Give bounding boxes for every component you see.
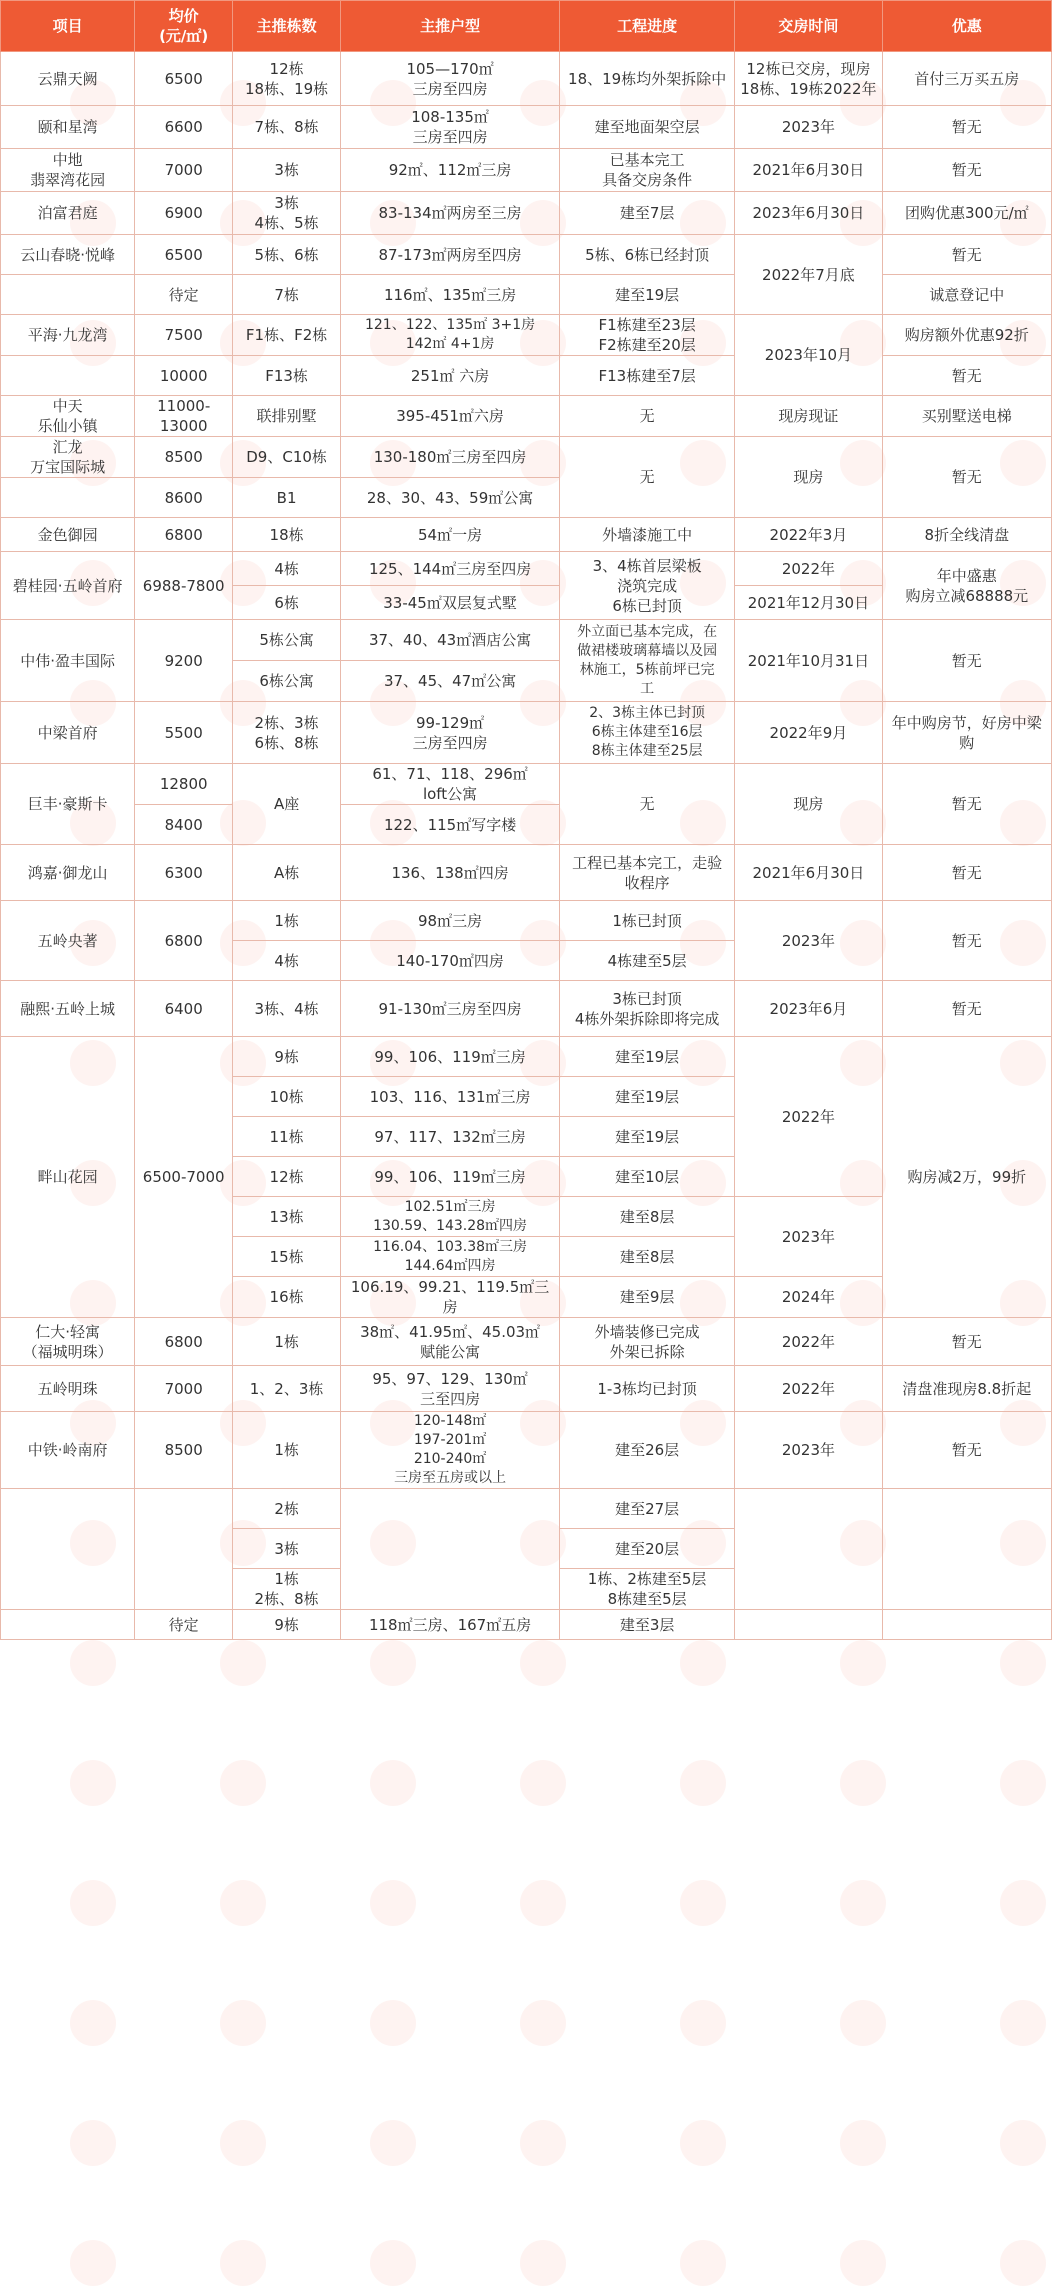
cell-progress: 建至8层 (560, 1197, 735, 1237)
cell-delivery: 现房 (735, 437, 882, 518)
cell-units: 99、106、119㎡三房 (341, 1037, 560, 1077)
cell-price: 6500 (135, 52, 233, 106)
cell-promo: 诚意登记中 (882, 275, 1051, 315)
table-row (1, 1489, 1052, 1529)
cell-units: 97、117、132㎡三房 (341, 1117, 560, 1157)
watermark-logo-icon (1000, 1880, 1046, 1926)
cell-progress: 3栋已封顶 4栋外架拆除即将完成 (560, 981, 735, 1037)
cell-price (135, 1489, 233, 1610)
cell-progress: 外墙装修已完成 外架已拆除 (560, 1318, 735, 1366)
cell-units: 95、97、129、130㎡ 三至四房 (341, 1366, 560, 1412)
watermark-logo-icon (70, 1880, 116, 1926)
cell-units: 395-451㎡六房 (341, 396, 560, 437)
watermark-logo-icon (520, 2120, 566, 2166)
table-row (1, 702, 1052, 764)
cell-progress: 建至20层 (560, 1529, 735, 1569)
cell-delivery: 2022年 (735, 1366, 882, 1412)
cell-units: 33-45㎡双层复式墅 (341, 586, 560, 620)
cell-units: 37、40、43㎡酒店公寓 (341, 620, 560, 661)
cell-promo: 暂无 (882, 1318, 1051, 1366)
table-row (1, 981, 1052, 1037)
cell-units: 125、144㎡三房至四房 (341, 552, 560, 586)
watermark-logo-icon (680, 1760, 726, 1806)
watermark-logo-icon (520, 2240, 566, 2286)
cell-progress: 1栋已封顶 (560, 901, 735, 941)
cell-price: 8400 (135, 805, 233, 845)
cell-units: 99、106、119㎡三房 (341, 1157, 560, 1197)
cell-delivery: 2022年7月底 (735, 235, 882, 315)
table-row (1, 1412, 1052, 1489)
cell-price: 7500 (135, 315, 233, 356)
cell-delivery (735, 1489, 882, 1610)
table-row (1, 901, 1052, 941)
cell-delivery: 2021年12月30日 (735, 586, 882, 620)
cell-delivery: 2023年 (735, 1412, 882, 1489)
cell-buildings: 3栋、4栋 (233, 981, 341, 1037)
watermark-logo-icon (520, 1640, 566, 1686)
cell-progress: 外墙漆施工中 (560, 518, 735, 552)
cell-buildings: F13栋 (233, 356, 341, 396)
cell-project: 中伟·盈丰国际 (1, 620, 135, 702)
cell-project: 畔山花园 (1, 1037, 135, 1318)
cell-progress: 4栋建至5层 (560, 941, 735, 981)
watermark-logo-icon (1000, 1760, 1046, 1806)
table-row (1, 315, 1052, 356)
cell-buildings: 15栋 (233, 1237, 341, 1277)
cell-buildings: 4栋 (233, 941, 341, 981)
cell-buildings: 7栋 (233, 275, 341, 315)
header-buildings: 主推栋数 (233, 1, 341, 52)
cell-delivery: 2023年 (735, 1197, 882, 1277)
cell-progress: 无 (560, 437, 735, 518)
cell-buildings: F1栋、F2栋 (233, 315, 341, 356)
cell-project: 融熙·五岭上城 (1, 981, 135, 1037)
watermark-logo-icon (680, 2120, 726, 2166)
cell-project: 平海·九龙湾 (1, 315, 135, 356)
cell-units: 98㎡三房 (341, 901, 560, 941)
cell-delivery: 12栋已交房，现房 18栋、19栋2022年 (735, 52, 882, 106)
watermark-logo-icon (70, 1640, 116, 1686)
watermark-logo-icon (840, 2000, 886, 2046)
cell-buildings: 1栋 (233, 901, 341, 941)
cell-delivery: 2022年3月 (735, 518, 882, 552)
cell-progress: 18、19栋均外架拆除中 (560, 52, 735, 106)
cell-units: 92㎡、112㎡三房 (341, 149, 560, 192)
cell-price: 6300 (135, 845, 233, 901)
cell-price: 6600 (135, 106, 233, 149)
cell-delivery: 2023年 (735, 901, 882, 981)
table-row (1, 235, 1052, 275)
watermark-logo-icon (840, 1760, 886, 1806)
cell-units: 37、45、47㎡公寓 (341, 661, 560, 702)
cell-project (1, 356, 135, 396)
watermark-logo-icon (1000, 1640, 1046, 1686)
cell-project: 鸿嘉·御龙山 (1, 845, 135, 901)
cell-buildings: D9、C10栋 (233, 437, 341, 478)
cell-price: 11000-13000 (135, 396, 233, 437)
cell-buildings: 11栋 (233, 1117, 341, 1157)
cell-units: 54㎡一房 (341, 518, 560, 552)
cell-project: 金色御园 (1, 518, 135, 552)
cell-buildings: 1栋 (233, 1412, 341, 1489)
cell-price: 8500 (135, 437, 233, 478)
cell-promo: 买别墅送电梯 (882, 396, 1051, 437)
cell-promo: 暂无 (882, 845, 1051, 901)
table-row (1, 764, 1052, 805)
cell-units: 130-180㎡三房至四房 (341, 437, 560, 478)
header-promo: 优惠 (882, 1, 1051, 52)
cell-delivery: 2022年 (735, 552, 882, 586)
cell-units: 106.19、99.21、119.5㎡三房 (341, 1277, 560, 1318)
cell-buildings: 1栋 2栋、8栋 (233, 1569, 341, 1610)
watermark-logo-icon (520, 1760, 566, 1806)
cell-progress: 2、3栋主体已封顶 6栋主体建至16层 8栋主体建至25层 (560, 702, 735, 764)
header-progress: 工程进度 (560, 1, 735, 52)
watermark-logo-icon (220, 1640, 266, 1686)
cell-buildings: 5栋公寓 (233, 620, 341, 661)
watermark-logo-icon (1000, 2000, 1046, 2046)
cell-price: 6900 (135, 192, 233, 235)
cell-promo (882, 1610, 1051, 1640)
cell-price: 6800 (135, 518, 233, 552)
cell-project: 巨丰·豪斯卡 (1, 764, 135, 845)
cell-promo: 首付三万买五房 (882, 52, 1051, 106)
cell-buildings: 3栋 4栋、5栋 (233, 192, 341, 235)
watermark-logo-icon (70, 1760, 116, 1806)
cell-project: 五岭央著 (1, 901, 135, 981)
cell-promo: 暂无 (882, 620, 1051, 702)
cell-price: 待定 (135, 275, 233, 315)
cell-progress: 1-3栋均已封顶 (560, 1366, 735, 1412)
cell-progress: 5栋、6栋已经封顶 (560, 235, 735, 275)
cell-buildings: 3栋 (233, 149, 341, 192)
cell-buildings: B1 (233, 478, 341, 518)
watermark-logo-icon (370, 1880, 416, 1926)
cell-progress: 无 (560, 396, 735, 437)
cell-units: 38㎡、41.95㎡、45.03㎡ 赋能公寓 (341, 1318, 560, 1366)
cell-delivery: 2021年6月30日 (735, 845, 882, 901)
table-row (1, 1318, 1052, 1366)
watermark-logo-icon (70, 2240, 116, 2286)
cell-units: 118㎡三房、167㎡五房 (341, 1610, 560, 1640)
cell-price: 6400 (135, 981, 233, 1037)
cell-promo: 购房额外优惠92折 (882, 315, 1051, 356)
cell-progress: 建至19层 (560, 275, 735, 315)
cell-price: 6500 (135, 235, 233, 275)
watermark-logo-icon (370, 1640, 416, 1686)
header-project: 项目 (1, 1, 135, 52)
table-row (1, 552, 1052, 586)
watermark-logo-icon (840, 2240, 886, 2286)
cell-progress: 建至8层 (560, 1237, 735, 1277)
watermark-logo-icon (370, 1760, 416, 1806)
cell-buildings: A座 (233, 764, 341, 845)
cell-buildings: 2栋 (233, 1489, 341, 1529)
cell-units: 87-173㎡两房至四房 (341, 235, 560, 275)
table-row (1, 1366, 1052, 1412)
cell-units: 120-148㎡ 197-201㎡ 210-240㎡ 三房至五房或以上 (341, 1412, 560, 1489)
watermark-logo-icon (70, 2000, 116, 2046)
cell-units: 91-130㎡三房至四房 (341, 981, 560, 1037)
cell-project (1, 1610, 135, 1640)
cell-buildings: 13栋 (233, 1197, 341, 1237)
cell-delivery: 2023年10月 (735, 315, 882, 396)
cell-units: 108-135㎡ 三房至四房 (341, 106, 560, 149)
cell-promo: 暂无 (882, 149, 1051, 192)
cell-project (1, 275, 135, 315)
cell-price: 6500-7000 (135, 1037, 233, 1318)
watermark-logo-icon (370, 2120, 416, 2166)
cell-buildings: 1、2、3栋 (233, 1366, 341, 1412)
watermark-logo-icon (520, 2000, 566, 2046)
cell-delivery: 2021年6月30日 (735, 149, 882, 192)
watermark-logo-icon (840, 1640, 886, 1686)
cell-progress: 已基本完工 具备交房条件 (560, 149, 735, 192)
cell-promo: 暂无 (882, 764, 1051, 845)
table-row (1, 106, 1052, 149)
cell-buildings: 1栋 (233, 1318, 341, 1366)
cell-buildings: 18栋 (233, 518, 341, 552)
cell-promo: 暂无 (882, 437, 1051, 518)
cell-promo: 暂无 (882, 1412, 1051, 1489)
cell-units: 140-170㎡四房 (341, 941, 560, 981)
cell-units: 121、122、135㎡ 3+1房 142㎡ 4+1房 (341, 315, 560, 356)
watermark-logo-icon (680, 1880, 726, 1926)
cell-progress: 建至7层 (560, 192, 735, 235)
table-row (1, 192, 1052, 235)
cell-price: 待定 (135, 1610, 233, 1640)
cell-progress: 建至27层 (560, 1489, 735, 1529)
cell-promo: 购房减2万，99折 (882, 1037, 1051, 1318)
header-units: 主推户型 (341, 1, 560, 52)
cell-units: 83-134㎡两房至三房 (341, 192, 560, 235)
table-row (1, 52, 1052, 106)
watermark-logo-icon (680, 2000, 726, 2046)
cell-project: 云山春晓·悦峰 (1, 235, 135, 275)
cell-delivery: 现房现证 (735, 396, 882, 437)
cell-price: 12800 (135, 764, 233, 805)
cell-project: 中地 翡翠湾花园 (1, 149, 135, 192)
header-row (1, 1, 1052, 52)
watermark-logo-icon (220, 2120, 266, 2166)
cell-buildings: 9栋 (233, 1610, 341, 1640)
cell-buildings: 2栋、3栋 6栋、8栋 (233, 702, 341, 764)
cell-progress: F1栋建至23层 F2栋建至20层 (560, 315, 735, 356)
cell-price: 7000 (135, 149, 233, 192)
watermark-logo-icon (220, 2000, 266, 2046)
cell-buildings: A栋 (233, 845, 341, 901)
cell-progress: 建至10层 (560, 1157, 735, 1197)
cell-project: 云鼎天阙 (1, 52, 135, 106)
cell-progress: 建至19层 (560, 1077, 735, 1117)
cell-buildings: 9栋 (233, 1037, 341, 1077)
cell-price: 9200 (135, 620, 233, 702)
cell-project: 中天 乐仙小镇 (1, 396, 135, 437)
cell-units: 122、115㎡写字楼 (341, 805, 560, 845)
cell-price: 6800 (135, 901, 233, 981)
watermark-logo-icon (520, 1880, 566, 1926)
cell-units: 136、138㎡四房 (341, 845, 560, 901)
table-row (1, 437, 1052, 478)
cell-delivery: 2021年10月31日 (735, 620, 882, 702)
cell-project: 中梁首府 (1, 702, 135, 764)
cell-progress: 建至3层 (560, 1610, 735, 1640)
cell-delivery: 现房 (735, 764, 882, 845)
cell-project (1, 478, 135, 518)
cell-price: 8500 (135, 1412, 233, 1489)
cell-progress: 建至26层 (560, 1412, 735, 1489)
cell-units: 28、30、43、59㎡公寓 (341, 478, 560, 518)
header-price: 均价 (元/㎡) (135, 1, 233, 52)
cell-project: 颐和星湾 (1, 106, 135, 149)
table-row (1, 1610, 1052, 1640)
watermark-logo-icon (70, 2120, 116, 2166)
cell-promo: 暂无 (882, 356, 1051, 396)
cell-buildings: 7栋、8栋 (233, 106, 341, 149)
watermark-logo-icon (680, 1640, 726, 1686)
cell-promo: 年中购房节，好房中梁 购 (882, 702, 1051, 764)
cell-progress: 无 (560, 764, 735, 845)
cell-units (341, 1489, 560, 1610)
cell-buildings: 6栋公寓 (233, 661, 341, 702)
cell-units: 116.04、103.38㎡三房 144.64㎡四房 (341, 1237, 560, 1277)
cell-project: 汇龙 万宝国际城 (1, 437, 135, 478)
cell-delivery: 2023年 (735, 106, 882, 149)
watermark-logo-icon (840, 1880, 886, 1926)
cell-buildings: 10栋 (233, 1077, 341, 1117)
cell-price: 7000 (135, 1366, 233, 1412)
watermark-logo-icon (840, 2120, 886, 2166)
cell-units: 105—170㎡ 三房至四房 (341, 52, 560, 106)
cell-price: 10000 (135, 356, 233, 396)
cell-progress: 3、4栋首层梁板 浇筑完成 6栋已封顶 (560, 552, 735, 620)
watermark-logo-icon (370, 2240, 416, 2286)
table-row (1, 620, 1052, 661)
cell-promo: 暂无 (882, 106, 1051, 149)
cell-buildings: 12栋 (233, 1157, 341, 1197)
cell-project: 五岭明珠 (1, 1366, 135, 1412)
cell-price: 6988-7800 (135, 552, 233, 620)
cell-delivery: 2023年6月 (735, 981, 882, 1037)
table-row (1, 1037, 1052, 1077)
table-row (1, 845, 1052, 901)
table-row (1, 396, 1052, 437)
cell-buildings: 4栋 (233, 552, 341, 586)
cell-buildings: 联排别墅 (233, 396, 341, 437)
cell-buildings: 3栋 (233, 1529, 341, 1569)
cell-delivery: 2022年 (735, 1318, 882, 1366)
cell-buildings: 12栋 18栋、19栋 (233, 52, 341, 106)
watermark-logo-icon (370, 2000, 416, 2046)
watermark-logo-icon (1000, 2120, 1046, 2166)
cell-project (1, 1489, 135, 1610)
cell-project: 仁大·轻寓 （福城明珠） (1, 1318, 135, 1366)
cell-delivery (735, 1610, 882, 1640)
cell-buildings: 6栋 (233, 586, 341, 620)
cell-promo: 年中盛惠 购房立减68888元 (882, 552, 1051, 620)
cell-units: 103、116、131㎡三房 (341, 1077, 560, 1117)
watermark-logo-icon (1000, 2240, 1046, 2286)
cell-price: 8600 (135, 478, 233, 518)
cell-buildings: 5栋、6栋 (233, 235, 341, 275)
cell-units: 61、71、118、296㎡ loft公寓 (341, 764, 560, 805)
cell-promo (882, 1489, 1051, 1610)
cell-promo: 清盘准现房8.8折起 (882, 1366, 1051, 1412)
table-row (1, 356, 1052, 396)
watermark-logo-icon (220, 1760, 266, 1806)
cell-promo: 8折全线清盘 (882, 518, 1051, 552)
header-delivery: 交房时间 (735, 1, 882, 52)
cell-promo: 团购优惠300元/㎡ (882, 192, 1051, 235)
cell-progress: 工程已基本完工，走验 收程序 (560, 845, 735, 901)
table-row (1, 518, 1052, 552)
cell-promo: 暂无 (882, 981, 1051, 1037)
watermark-logo-icon (220, 1880, 266, 1926)
watermark-logo-icon (220, 2240, 266, 2286)
cell-buildings: 16栋 (233, 1277, 341, 1318)
cell-project: 中铁·岭南府 (1, 1412, 135, 1489)
cell-progress: 建至9层 (560, 1277, 735, 1318)
cell-project: 碧桂园·五岭首府 (1, 552, 135, 620)
cell-project: 泊富君庭 (1, 192, 135, 235)
table-row (1, 275, 1052, 315)
cell-price: 6800 (135, 1318, 233, 1366)
cell-delivery: 2024年 (735, 1277, 882, 1318)
cell-delivery: 2022年 (735, 1037, 882, 1197)
watermark-logo-icon (680, 2240, 726, 2286)
cell-units: 102.51㎡三房 130.59、143.28㎡四房 (341, 1197, 560, 1237)
cell-promo: 暂无 (882, 901, 1051, 981)
cell-progress: 外立面已基本完成，在 做裙楼玻璃幕墙以及园 林施工，5栋前坪已完 工 (560, 620, 735, 702)
cell-price: 5500 (135, 702, 233, 764)
cell-units: 99-129㎡ 三房至四房 (341, 702, 560, 764)
cell-progress: 建至19层 (560, 1117, 735, 1157)
cell-progress: 建至地面架空层 (560, 106, 735, 149)
cell-progress: 建至19层 (560, 1037, 735, 1077)
cell-promo: 暂无 (882, 235, 1051, 275)
cell-units: 251㎡ 六房 (341, 356, 560, 396)
table-row (1, 149, 1052, 192)
cell-delivery: 2023年6月30日 (735, 192, 882, 235)
cell-progress: F13栋建至7层 (560, 356, 735, 396)
cell-delivery: 2022年9月 (735, 702, 882, 764)
cell-units: 116㎡、135㎡三房 (341, 275, 560, 315)
cell-progress: 1栋、2栋建至5层 8栋建至5层 (560, 1569, 735, 1610)
